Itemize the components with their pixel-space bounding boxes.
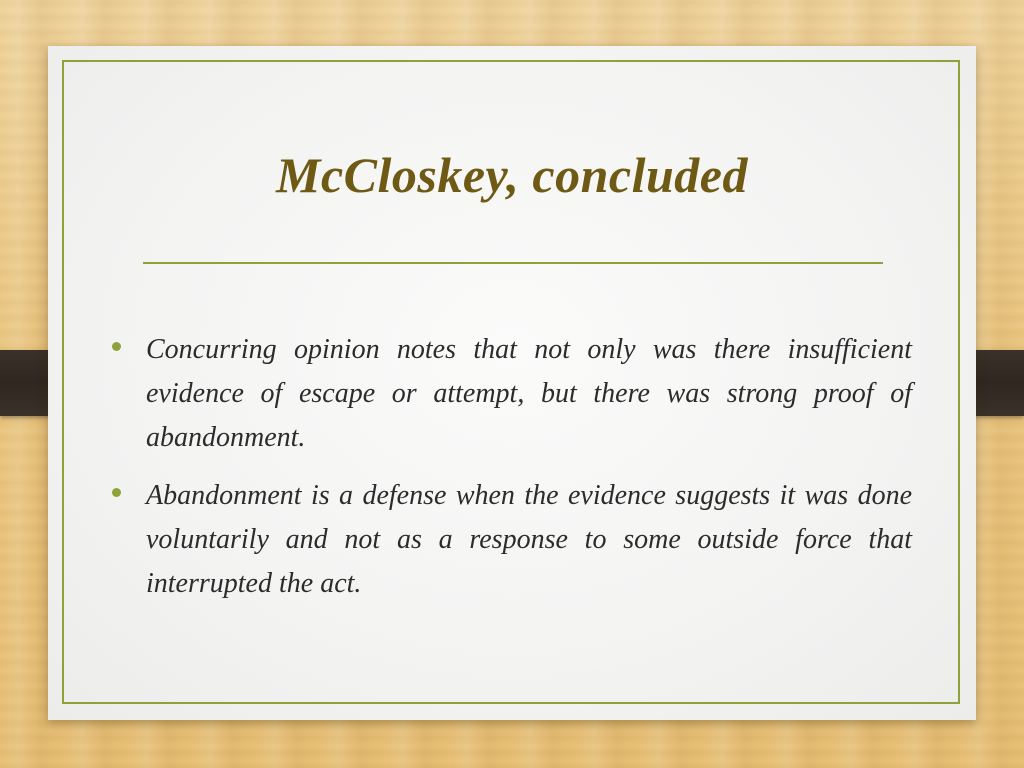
bullet-text: Concurring opinion notes that not only was there insufficient evidence of escape or attempt, but there was strong proof of abandonment. xyxy=(146,334,912,453)
bullet-dot-icon xyxy=(112,488,121,497)
slide-title: McCloskey, concluded xyxy=(276,147,748,203)
bullet-text: Abandonment is a defense when the evidence suggests it was done voluntarily and not as a response to some outside force that interrupted the act. xyxy=(146,480,912,599)
title-divider xyxy=(143,262,883,264)
bullet-list xyxy=(112,328,912,620)
bullet-item xyxy=(112,474,912,606)
slide-card xyxy=(48,46,976,720)
bullet-dot-icon xyxy=(112,342,121,351)
bullet-item xyxy=(112,328,912,460)
